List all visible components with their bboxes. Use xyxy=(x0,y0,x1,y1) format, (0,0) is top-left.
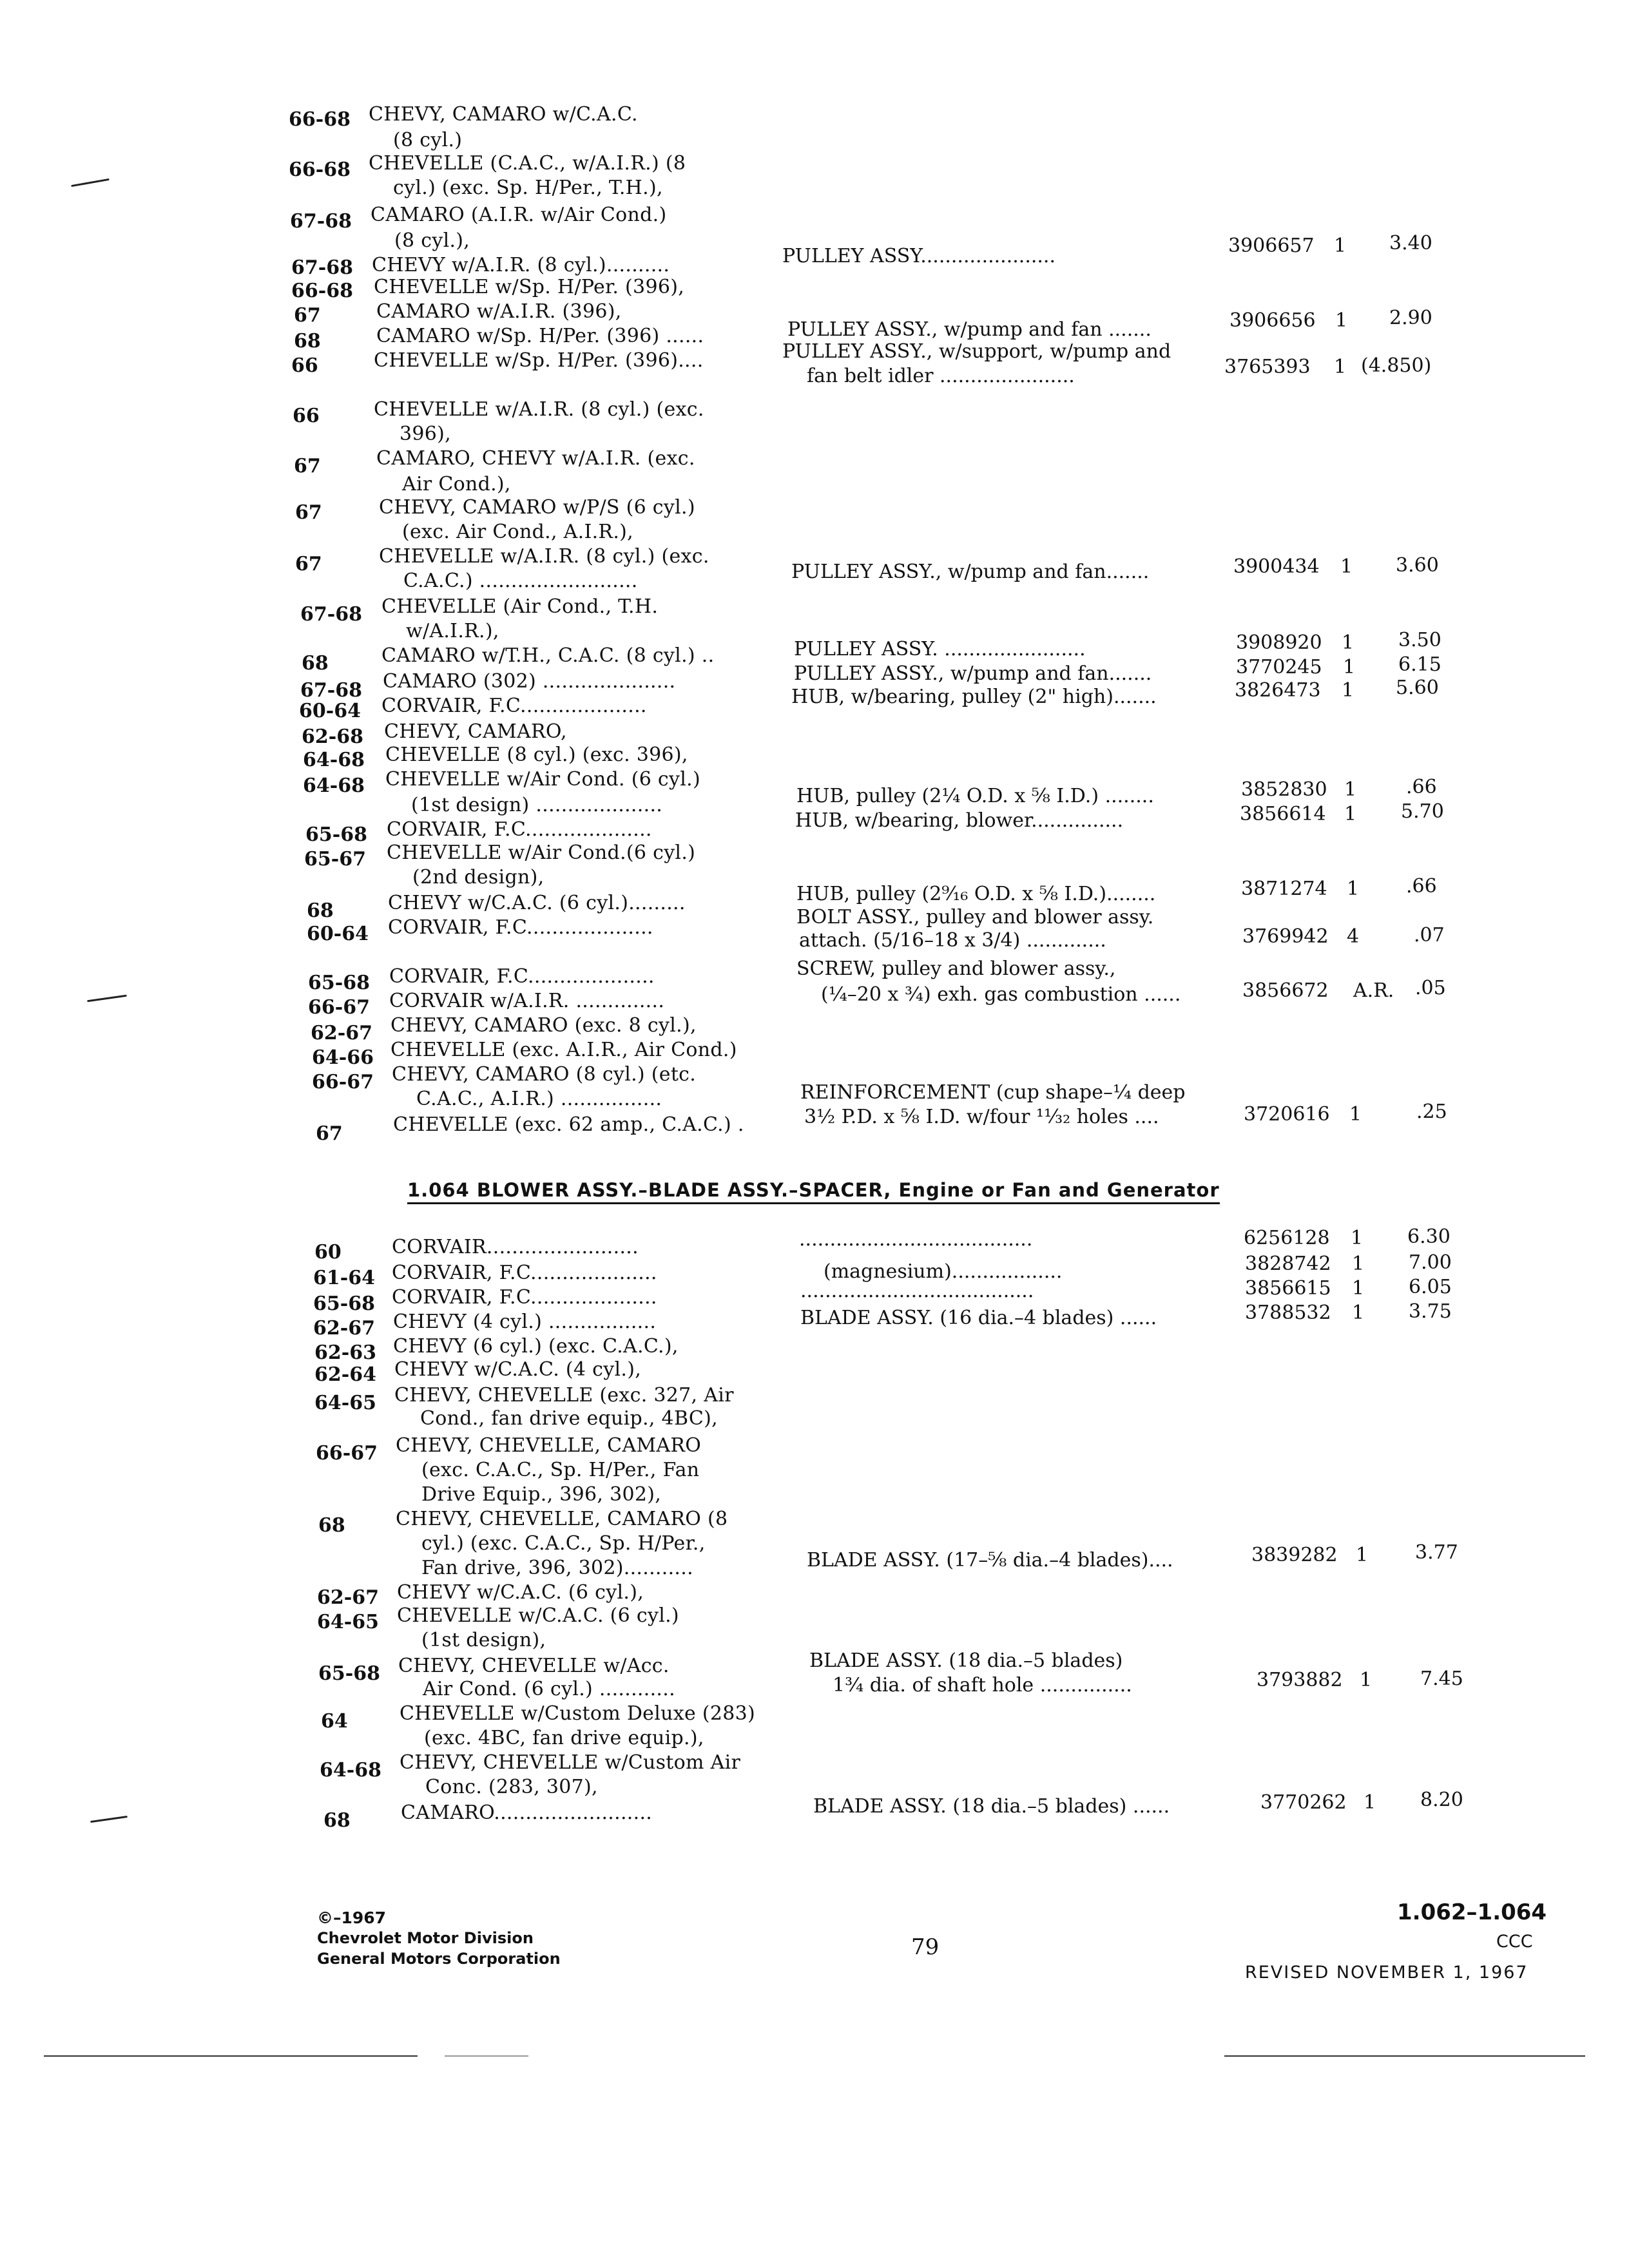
price: .66 xyxy=(1406,776,1437,798)
application: CHEVELLE (Air Cond., T.H. xyxy=(381,595,659,618)
margin-mark xyxy=(71,178,110,187)
application: CHEVY, CHEVELLE, CAMARO xyxy=(396,1434,702,1457)
application: CAMARO, CHEVY w/A.I.R. (exc. xyxy=(376,447,695,470)
year-range: 64-65 xyxy=(317,1611,379,1633)
application: CHEVELLE w/Custom Deluxe (283) xyxy=(400,1702,756,1725)
year-range: 60 xyxy=(314,1241,342,1264)
part-description: ...................................... xyxy=(800,1280,1034,1302)
year-range: 67 xyxy=(316,1122,343,1145)
quantity: 1 xyxy=(1334,235,1347,257)
year-range: 67-68 xyxy=(291,256,353,279)
part-description: HUB, w/bearing, pulley (2" high)....... xyxy=(791,686,1157,708)
year-range: 66-68 xyxy=(291,280,353,302)
part-number: 3839282 xyxy=(1251,1544,1338,1566)
application: CAMARO w/Sp. H/Per. (396) ...... xyxy=(376,325,704,347)
part-number: 3826473 xyxy=(1235,679,1321,702)
application: CHEVELLE w/Sp. H/Per. (396), xyxy=(374,276,685,298)
year-range: 67-68 xyxy=(290,210,352,233)
section-range: 1.062–1.064 xyxy=(1397,1899,1547,1925)
application: Cond., fan drive equip., 4BC), xyxy=(420,1407,718,1430)
price: (4.850) xyxy=(1361,354,1432,377)
part-description: HUB, pulley (2⁹⁄₁₆ O.D. x ⅝ I.D.)........ xyxy=(796,883,1156,905)
part-description: BLADE ASSY. (16 dia.–4 blades) ...... xyxy=(800,1307,1157,1329)
year-range: 67 xyxy=(295,501,322,524)
year-range: 67-68 xyxy=(300,679,362,702)
part-description: attach. (5/16–18 x 3/4) ............. xyxy=(799,929,1106,952)
quantity: 1 xyxy=(1340,555,1353,578)
quantity: 1 xyxy=(1344,778,1357,801)
quantity: 1 xyxy=(1352,1302,1365,1324)
year-range: 64-68 xyxy=(303,749,365,771)
year-range: 68 xyxy=(294,330,321,352)
price: 3.75 xyxy=(1409,1300,1452,1323)
part-description: 3½ P.D. x ⅝ I.D. w/four ¹¹⁄₃₂ holes .... xyxy=(804,1106,1159,1128)
bottom-rule xyxy=(1224,2055,1585,2057)
part-description: ...................................... xyxy=(799,1228,1033,1251)
year-range: 68 xyxy=(307,899,334,922)
part-number: 3793882 xyxy=(1257,1669,1343,1691)
application: (1st design) .................... xyxy=(411,794,663,816)
part-description: BLADE ASSY. (18 dia.–5 blades) ...... xyxy=(813,1795,1170,1818)
application: (8 cyl.) xyxy=(393,129,463,151)
year-range: 66 xyxy=(293,405,320,427)
catalog-code: CCC xyxy=(1496,1932,1533,1952)
quantity: A.R. xyxy=(1353,979,1394,1002)
part-description: BOLT ASSY., pulley and blower assy. xyxy=(796,906,1154,928)
year-range: 67 xyxy=(295,553,322,575)
application: CHEVELLE w/Sp. H/Per. (396).... xyxy=(374,349,704,372)
price: 7.00 xyxy=(1409,1251,1452,1274)
application: (1st design), xyxy=(421,1629,546,1651)
part-description: PULLEY ASSY., w/support, w/pump and xyxy=(782,340,1171,363)
bottom-rule xyxy=(44,2055,418,2057)
page-number: 79 xyxy=(911,1934,940,1960)
year-range: 66 xyxy=(291,354,318,377)
part-number: 3871274 xyxy=(1241,878,1327,900)
price: 6.15 xyxy=(1398,653,1441,676)
quantity: 1 xyxy=(1352,1253,1365,1275)
year-range: 65-68 xyxy=(305,823,367,846)
part-description: HUB, w/bearing, blower............... xyxy=(795,809,1124,832)
year-range: 60-64 xyxy=(307,923,369,945)
quantity: 1 xyxy=(1349,1103,1362,1126)
part-number: 3788532 xyxy=(1245,1302,1331,1324)
price: 2.90 xyxy=(1389,307,1432,329)
application: CORVAIR, F.C.................... xyxy=(392,1262,657,1284)
part-description: PULLEY ASSY., w/pump and fan....... xyxy=(791,561,1150,583)
application: CAMARO (302) ..................... xyxy=(383,670,676,693)
copyright: ©–1967 xyxy=(317,1908,387,1927)
part-description: BLADE ASSY. (17–⅝ dia.–4 blades).... xyxy=(807,1549,1173,1571)
year-range: 67-68 xyxy=(300,603,362,626)
application: CHEVY, CHEVELLE, CAMARO (8 xyxy=(396,1508,728,1530)
application: CHEVY, CHEVELLE w/Acc. xyxy=(398,1655,670,1677)
part-description: HUB, pulley (2¼ O.D. x ⅝ I.D.) ........ xyxy=(796,785,1154,807)
application: CHEVELLE w/A.I.R. (8 cyl.) (exc. xyxy=(379,545,709,568)
part-number: 3900434 xyxy=(1233,555,1320,578)
quantity: 1 xyxy=(1335,309,1348,332)
year-range: 67 xyxy=(294,455,321,477)
application: Drive Equip., 396, 302), xyxy=(421,1483,662,1506)
quantity: 1 xyxy=(1347,878,1360,900)
part-number: 3906657 xyxy=(1228,235,1315,257)
application: cyl.) (exc. C.A.C., Sp. H/Per., xyxy=(421,1532,706,1555)
price: 3.60 xyxy=(1396,554,1439,577)
year-range: 66-67 xyxy=(308,996,370,1019)
year-range: 62-63 xyxy=(314,1341,376,1364)
part-description: PULLEY ASSY. ....................... xyxy=(794,638,1086,660)
price: 3.40 xyxy=(1389,232,1432,255)
application: CHEVY, CAMARO (exc. 8 cyl.), xyxy=(390,1014,697,1037)
price: 8.20 xyxy=(1420,1789,1463,1811)
application: cyl.) (exc. Sp. H/Per., T.H.), xyxy=(393,177,663,199)
application: (8 cyl.), xyxy=(394,229,470,252)
corporation-name: General Motors Corporation xyxy=(317,1950,561,1968)
quantity: 1 xyxy=(1351,1227,1364,1249)
application: CHEVY w/C.A.C. (4 cyl.), xyxy=(394,1358,642,1381)
application: CHEVELLE (exc. A.I.R., Air Cond.) xyxy=(390,1039,737,1061)
quantity: 1 xyxy=(1360,1669,1373,1691)
price: .66 xyxy=(1406,875,1437,898)
application: 396), xyxy=(400,423,452,445)
application: Air Cond.), xyxy=(402,473,511,495)
application: CORVAIR w/A.I.R. .............. xyxy=(389,990,665,1012)
application: CHEVY, CAMARO w/P/S (6 cyl.) xyxy=(379,496,695,519)
application: CHEVELLE (8 cyl.) (exc. 396), xyxy=(385,744,688,766)
application: CAMARO w/T.H., C.A.C. (8 cyl.) .. xyxy=(381,644,715,667)
price: .07 xyxy=(1414,924,1445,947)
year-range: 65-68 xyxy=(313,1293,375,1315)
part-number: 3852830 xyxy=(1241,778,1327,801)
part-number: 3720616 xyxy=(1244,1103,1330,1126)
application: CHEVELLE (exc. 62 amp., C.A.C.) . xyxy=(393,1113,744,1136)
price: 5.60 xyxy=(1396,677,1439,699)
part-description: (¼–20 x ¾) exh. gas combustion ...... xyxy=(821,983,1181,1006)
price: 3.77 xyxy=(1415,1541,1458,1564)
part-number: 3828742 xyxy=(1245,1253,1331,1275)
year-range: 62-64 xyxy=(314,1363,376,1386)
application: Fan drive, 396, 302)........... xyxy=(421,1557,693,1579)
application: CHEVY, CHEVELLE w/Custom Air xyxy=(400,1751,741,1774)
year-range: 68 xyxy=(318,1514,345,1537)
part-number: 3906656 xyxy=(1229,309,1316,332)
year-range: 68 xyxy=(323,1809,351,1832)
application: CHEVY (4 cyl.) ................. xyxy=(393,1311,657,1333)
price: .05 xyxy=(1415,977,1446,999)
year-range: 60-64 xyxy=(299,700,361,722)
application: CORVAIR, F.C.................... xyxy=(387,818,652,841)
quantity: 1 xyxy=(1343,656,1356,678)
part-number: 3770262 xyxy=(1260,1791,1347,1814)
application: CAMARO (A.I.R. w/Air Cond.) xyxy=(371,204,667,226)
price: .25 xyxy=(1416,1100,1447,1123)
part-number: 3856672 xyxy=(1242,979,1329,1002)
part-number: 3765393 xyxy=(1224,356,1311,378)
year-range: 64-65 xyxy=(314,1392,376,1414)
year-range: 66-67 xyxy=(316,1442,378,1465)
year-range: 62-67 xyxy=(317,1586,379,1609)
application: C.A.C., A.I.R.) ................ xyxy=(416,1088,662,1110)
price: 6.05 xyxy=(1409,1276,1452,1298)
price: 7.45 xyxy=(1420,1667,1463,1690)
application: CHEVY (6 cyl.) (exc. C.A.C.), xyxy=(393,1335,679,1358)
quantity: 1 xyxy=(1352,1277,1365,1300)
year-range: 67 xyxy=(294,304,321,327)
price: 3.50 xyxy=(1398,629,1441,651)
quantity: 1 xyxy=(1334,356,1347,378)
part-number: 3856614 xyxy=(1240,803,1326,825)
part-description: PULLEY ASSY., w/pump and fan....... xyxy=(794,662,1152,685)
application: CHEVY w/C.A.C. (6 cyl.)......... xyxy=(388,892,686,914)
quantity: 1 xyxy=(1342,679,1354,702)
bottom-rule xyxy=(445,2055,528,2057)
year-range: 68 xyxy=(302,652,329,675)
year-range: 64-66 xyxy=(312,1046,374,1069)
application: (exc. 4BC, fan drive equip.), xyxy=(424,1727,704,1749)
year-range: 64-68 xyxy=(303,774,365,797)
application: CHEVY, CAMARO (8 cyl.) (etc. xyxy=(392,1063,697,1086)
part-description: BLADE ASSY. (18 dia.–5 blades) xyxy=(809,1649,1123,1672)
revised-date: REVISED NOVEMBER 1, 1967 xyxy=(1245,1963,1528,1983)
quantity: 1 xyxy=(1364,1791,1376,1814)
application: CHEVY w/A.I.R. (8 cyl.).......... xyxy=(372,254,670,276)
year-range: 64-68 xyxy=(320,1759,381,1782)
part-number: 3856615 xyxy=(1245,1277,1331,1300)
part-number: 6256128 xyxy=(1244,1227,1330,1249)
part-description: REINFORCEMENT (cup shape–¼ deep xyxy=(800,1081,1186,1104)
application: CHEVELLE w/A.I.R. (8 cyl.) (exc. xyxy=(374,398,704,421)
application: CAMARO......................... xyxy=(401,1802,653,1824)
year-range: 66-68 xyxy=(289,108,351,131)
application: CHEVELLE (C.A.C., w/A.I.R.) (8 xyxy=(369,152,686,175)
application: CORVAIR, F.C.................... xyxy=(392,1286,657,1309)
price: 6.30 xyxy=(1407,1225,1451,1248)
application: CORVAIR, F.C.................... xyxy=(388,916,653,939)
application: Conc. (283, 307), xyxy=(425,1776,598,1798)
application: CHEVY, CAMARO, xyxy=(384,720,567,743)
part-description: fan belt idler ...................... xyxy=(807,365,1075,387)
part-description: (magnesium).................. xyxy=(824,1260,1063,1283)
year-range: 65-68 xyxy=(308,972,370,994)
application: CHEVELLE w/Air Cond.(6 cyl.) xyxy=(387,841,696,864)
application: CHEVELLE w/Air Cond. (6 cyl.) xyxy=(385,768,701,791)
part-number: 3769942 xyxy=(1242,925,1329,948)
year-range: 65-68 xyxy=(318,1662,380,1685)
year-range: 62-67 xyxy=(313,1317,375,1340)
application: CHEVY, CAMARO w/C.A.C. xyxy=(369,103,638,126)
year-range: 61-64 xyxy=(313,1267,375,1289)
year-range: 66-67 xyxy=(312,1071,374,1093)
application: CHEVY, CHEVELLE (exc. 327, Air xyxy=(394,1384,734,1407)
price: 5.70 xyxy=(1401,800,1444,823)
application: w/A.I.R.), xyxy=(406,620,499,642)
part-number: 3908920 xyxy=(1236,631,1322,654)
application: CHEVY w/C.A.C. (6 cyl.), xyxy=(397,1581,644,1604)
application: Air Cond. (6 cyl.) ............ xyxy=(423,1678,675,1700)
margin-mark xyxy=(90,1816,128,1823)
quantity: 1 xyxy=(1356,1544,1369,1566)
part-description: PULLEY ASSY...................... xyxy=(782,245,1055,267)
application: CAMARO w/A.I.R. (396), xyxy=(376,300,622,323)
year-range: 62-67 xyxy=(311,1022,372,1044)
application: CORVAIR........................ xyxy=(392,1236,639,1258)
application: CORVAIR, F.C.................... xyxy=(389,965,655,988)
year-range: 65-67 xyxy=(304,848,366,870)
application: (exc. Air Cond., A.I.R.), xyxy=(402,521,633,543)
year-range: 66-68 xyxy=(289,159,351,181)
application: (2nd design), xyxy=(412,866,545,889)
year-range: 62-68 xyxy=(302,726,363,748)
quantity: 1 xyxy=(1344,803,1357,825)
application: CHEVELLE w/C.A.C. (6 cyl.) xyxy=(397,1604,679,1627)
margin-mark xyxy=(87,995,127,1003)
quantity: 1 xyxy=(1342,631,1354,654)
section-heading: 1.064 BLOWER ASSY.–BLADE ASSY.–SPACER, Engine or Fan and Generator xyxy=(407,1179,1220,1204)
part-description: SCREW, pulley and blower assy., xyxy=(796,957,1116,980)
application: CORVAIR, F.C.................... xyxy=(381,695,647,717)
year-range: 64 xyxy=(321,1710,348,1733)
division-name: Chevrolet Motor Division xyxy=(317,1929,534,1947)
application: C.A.C.) ......................... xyxy=(403,570,638,592)
part-number: 3770245 xyxy=(1236,656,1322,678)
quantity: 4 xyxy=(1347,925,1360,948)
part-description: PULLEY ASSY., w/pump and fan ....... xyxy=(787,318,1152,341)
application: (exc. C.A.C., Sp. H/Per., Fan xyxy=(421,1459,700,1481)
part-description: 1¾ dia. of shaft hole ............... xyxy=(833,1674,1132,1696)
